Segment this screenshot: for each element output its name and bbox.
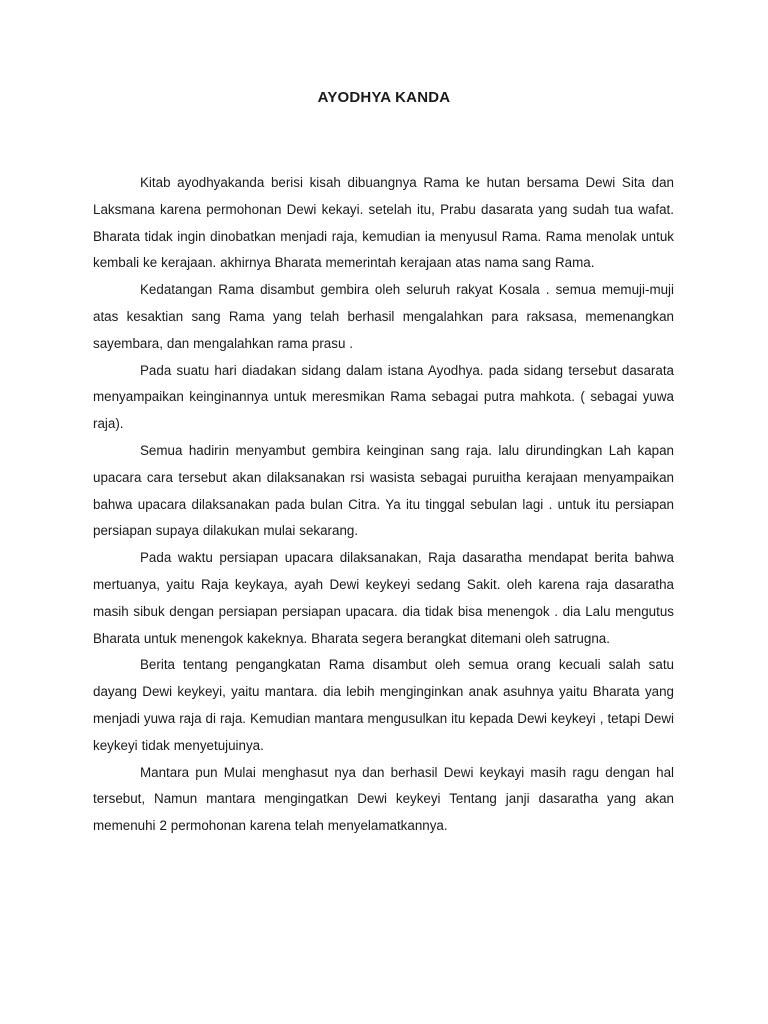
document-body (93, 170, 674, 840)
document-title: AYODHYA KANDA (317, 89, 451, 106)
paragraph: Pada waktu persiapan upacara dilaksanakan, Raja dasaratha mendapat berita bahwa mertuanya, yaitu Raja keykaya, ayah Dewi keykeyi sedang Sakit. oleh karena raja dasaratha masih sibuk dengan persiapan persiapan upacara. dia tidak bisa menengok . dia Lalu mengutus Bharata untuk menengok kakeknya. Bharata segera berangkat ditemani oleh satrugna. (93, 550, 674, 646)
paragraph: Kitab ayodhyakanda berisi kisah dibuangnya Rama ke hutan bersama Dewi Sita dan Laksmana karena permohonan Dewi kekayi. setelah itu, Prabu dasarata yang sudah tua wafat. Bharata tidak ingin dinobatkan menjadi raja, kemudian ia menyusul Rama. Rama menolak untuk kembali ke kerajaan. akhirnya Bharata memerintah kerajaan atas nama sang Rama. (93, 175, 674, 271)
paragraph: Pada suatu hari diadakan sidang dalam istana Ayodhya. pada sidang tersebut dasarata menyampaikan keinginannya untuk meresmikan Rama sebagai putra mahkota. ( sebagai yuwa raja). (93, 362, 674, 432)
paragraph: Berita tentang pengangkatan Rama disambut oleh semua orang kecuali salah satu dayang Dewi keykeyi, yaitu mantara. dia lebih menginginkan anak asuhnya yaitu Bharata yang menjadi yuwa raja di raja. Kemudian mantara mengusulkan itu kepada Dewi keykeyi , tetapi Dewi keykeyi tidak menyetujuinya. (93, 657, 674, 753)
paragraph: Mantara pun Mulai menghasut nya dan berhasil Dewi keykayi masih ragu dengan hal tersebut, Namun mantara mengingatkan Dewi keykeyi Tentang janji dasaratha yang akan memenuhi 2 permohonan karena telah menyelamatkannya. (93, 764, 674, 834)
paragraph: Kedatangan Rama disambut gembira oleh seluruh rakyat Kosala . semua memuji-muji atas kesaktian sang Rama yang telah berhasil mengalahkan para raksasa, memenangkan sayembara, dan mengalahkan rama prasu . (93, 282, 674, 351)
paragraph: Semua hadirin menyambut gembira keinginan sang raja. lalu dirundingkan Lah kapan upacara cara tersebut akan dilaksanakan rsi wasista sebagai puruitha kerajaan menyampaikan bahwa upacara dilaksanakan pada bulan Citra. Ya itu tinggal sebulan lagi . untuk itu persiapan persiapan supaya dilakukan mulai sekarang. (93, 442, 674, 539)
